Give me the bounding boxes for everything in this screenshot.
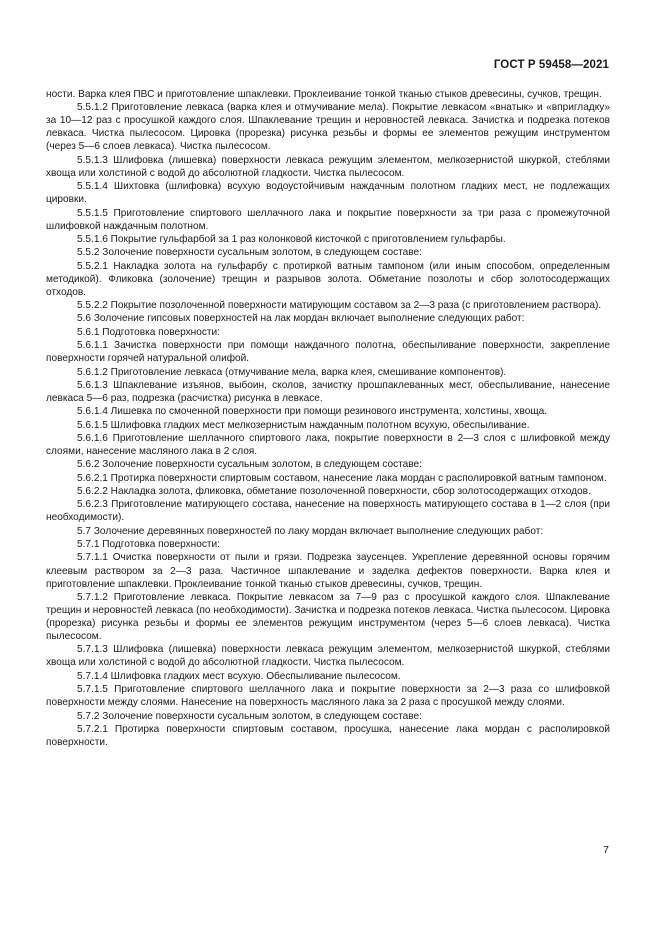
- paragraph: 5.5.1.3 Шлифовка (лишевка) поверхности левкаса режущим элементом, мелкозернистой шкуркой, стеблями хвоща или холстиной с водой до абсолютной гладкости. Чистка пылесосом.: [46, 154, 610, 179]
- paragraph: 5.5.1.6 Покрытие гульфарбой за 1 раз колонковой кисточкой с приготовлением гульфарбы.: [77, 234, 506, 245]
- paragraph: 5.7.2.1 Протирка поверхности спиртовым составом, просушка, нанесение лака мордан с располировкой поверхности.: [46, 723, 610, 748]
- paragraph: 5.5.2.1 Накладка золота на гульфарбу с протиркой ватным тампоном (или иным способом, определенным методикой). Фликовка (золочение) трещин и разрывов золота. Обметание позолоты и сбор золотосодержащих отходов.: [46, 260, 610, 298]
- paragraph: 5.5.1.4 Шихтовка (шлифовка) всухую водоустойчивым наждачным полотном гладких мест, не подлежащих цировки.: [46, 181, 610, 206]
- paragraph: 5.6.2.3 Приготовление матирующего состава, нанесение на поверхность матирующего состава в 1—2 слоя (при необходимости).: [46, 499, 610, 524]
- paragraph: 5.6.1.6 Приготовление шеллачного спиртового лака, покрытие поверхности в 2—3 слоя с шлифовкой между слоями, нанесение масляного лака в 2 слоя.: [46, 432, 610, 458]
- paragraph: 5.5.2.2 Покрытие позолоченной поверхности матирующим составом за 2—3 раза (с приготовлением раствора).: [77, 300, 602, 312]
- paragraph: 5.7.1.1 Очистка поверхности от пыли и грязи. Подрезка заусенцев. Укрепление деревянной основы горячим клеевым раствором за 2—3 раза. Частичное шпаклевание и заделка дефектов поверхности. Варка клея и приготовление шпаклевки. Проклеивание тонкой тканью стыков древесины, сучков, трещин.: [46, 552, 610, 590]
- paragraph: 5.6 Золочение гипсовых поверхностей на лак мордан включает выполнение следующих работ:: [77, 313, 525, 325]
- paragraph: 5.7.1.2 Приготовление левкаса. Покрытие левкасом за 7—9 раз с просушкой каждого слоя. Шпаклевание трещин и неровностей левкаса (по необходимости). Зачистка и подрезка потеков левкаса. Чистка пылесосом. Цировка (прорезка) рисунка резьбы и формы ее элементов режущим инструментом (через 5—6 слоев левкаса). Чистка пылесосом.: [46, 591, 610, 643]
- paragraph: ности. Варка клея ПВС и приготовление шпаклевки. Проклеивание тонкой тканью стыков древесины, сучков, трещин.: [46, 89, 602, 100]
- page-number: 7: [603, 844, 609, 856]
- paragraph: 5.6.2 Золочение поверхности сусальным золотом, в следующем составе:: [77, 459, 422, 471]
- paragraph: 5.6.2.1 Протирка поверхности спиртовым составом, нанесение лака мордан с располировкой ватным тампоном.: [77, 472, 607, 484]
- paragraph: 5.6.2.2 Накладка золота, фликовка, обметание позолоченной поверхности, сбор золотосодержащих отходов.: [77, 486, 591, 498]
- paragraph: 5.7.2 Золочение поверхности сусальным золотом, в следующем составе:: [77, 710, 422, 722]
- document-body: [46, 88, 610, 749]
- paragraph: 5.6.1.1 Зачистка поверхности при помощи наждачного полотна, обеспыливание поверхности, закрепление поверхности горячей натуральной олифой.: [46, 340, 610, 365]
- paragraph: 5.5.2 Золочение поверхности сусальным золотом, в следующем составе:: [77, 247, 422, 259]
- paragraph: 5.6.1.5 Шлифовка гладких мест мелкозернистым наждачным полотном всухую, обеспыливание.: [77, 419, 530, 431]
- paragraph: 5.7 Золочение деревянных поверхностей по лаку мордан включает выполнение следующих работ:: [77, 525, 544, 537]
- paragraph: 5.6.1.2 Приготовление левкаса (отмучивание мела, варка клея, смешивание компонентов).: [77, 366, 507, 378]
- paragraph: 5.7.1.4 Шлифовка гладких мест всухую. Обеспыливание пылесосом.: [77, 670, 401, 682]
- paragraph: 5.5.1.5 Приготовление спиртового шеллачного лака и покрытие поверхности за три раза с промежуточной шлифовкой наждачным полотном.: [46, 207, 610, 232]
- paragraph: 5.7.1 Подготовка поверхности:: [77, 539, 220, 551]
- paragraph: 5.7.1.3 Шлифовка (лишевка) поверхности левкаса режущим элементом, мелкозернистой шкуркой, стеблями хвоща или холстиной с водой до абсолютной гладкости. Чистка пылесосом.: [46, 644, 610, 669]
- paragraph: 5.6.1.4 Лишевка по смоченной поверхности при помощи резинового инструмента, холстины, хвоща.: [77, 406, 548, 418]
- paragraph: 5.6.1.3 Шпаклевание изъянов, выбоин, сколов, зачистку прошпаклеванных мест, обеспыливание, нанесение левкаса 5—6 раз, подрезка (расчистка) рисунка в левкасе.: [46, 379, 610, 404]
- document-header-standard: ГОСТ Р 59458—2021: [493, 59, 609, 71]
- paragraph: 5.5.1.2 Приготовление левкаса (варка клея и отмучивание мела). Покрытие левкасом «внатык» и «впригладку» за 10—12 раз с просушкой каждого слоя. Шпаклевание трещин и неровностей левкаса. Зачистка и подрезка потеков левкаса. Чистка пылесосом. Цировка (прорезка) рисунка резьбы и формы ее элементов режущим инструментом (через 5—6 слоев левкаса). Чистка пылесосом.: [46, 102, 610, 153]
- paragraph: 5.7.1.5 Приготовление спиртового шеллачного лака и покрытие поверхности за 2—3 раза со шлифовкой поверхности между слоями. Нанесение на поверхность масляного лака за 2 раза с просушкой между слоями.: [46, 684, 610, 709]
- paragraph: 5.6.1 Подготовка поверхности:: [77, 326, 220, 338]
